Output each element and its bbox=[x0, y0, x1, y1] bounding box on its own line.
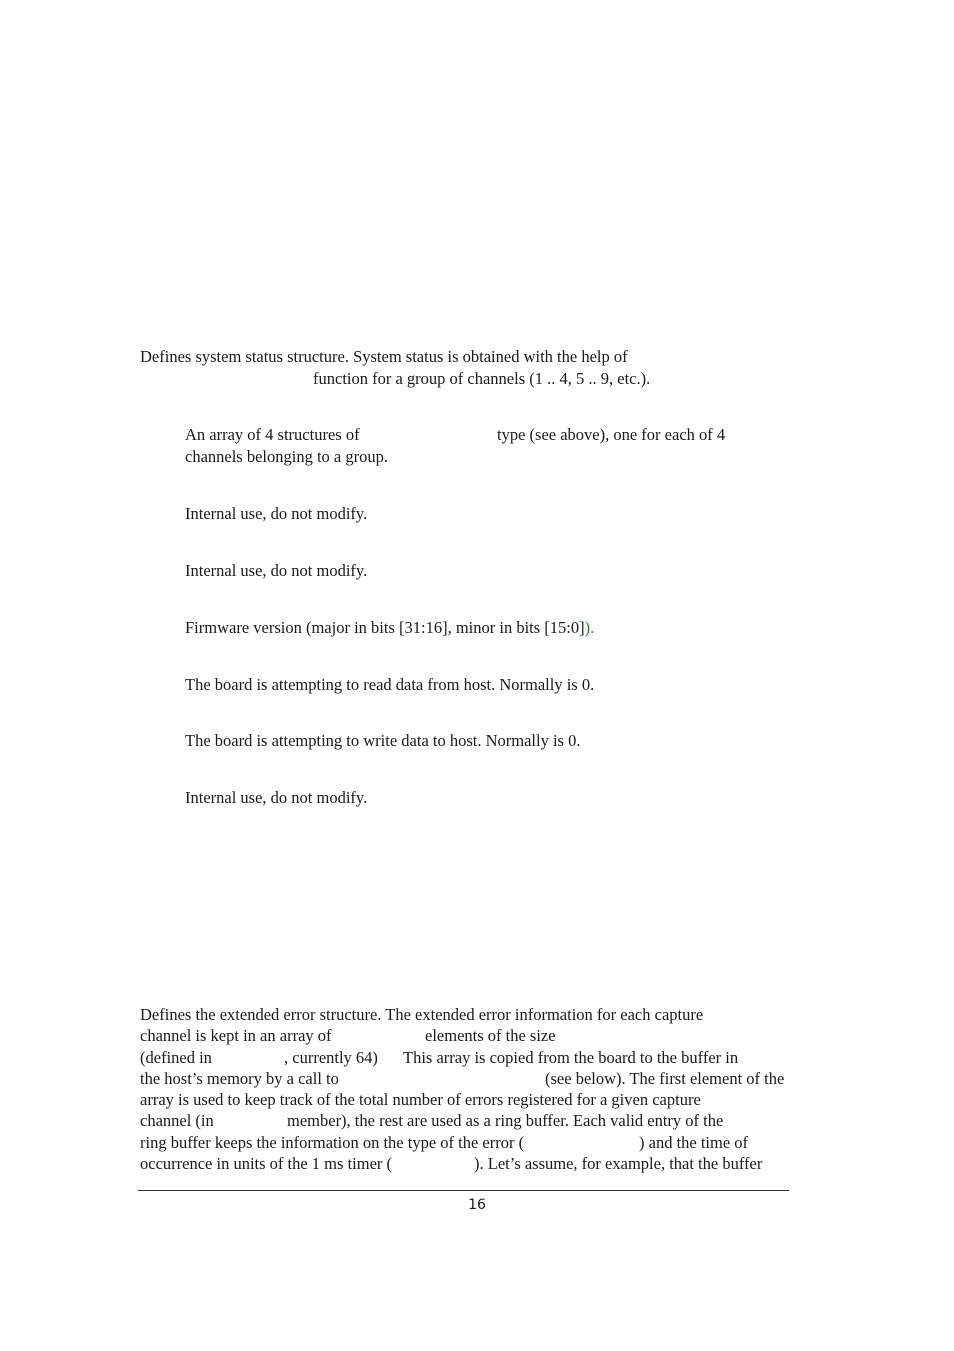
write-host-field-desc: The board is attempting to write data to host. Normally is 0. bbox=[185, 731, 581, 750]
internal-field-desc-3: Internal use, do not modify. bbox=[185, 788, 368, 807]
status-intro-line-2: function for a group of channels (1 .. 4, 5 .. 9, etc.). bbox=[313, 369, 651, 388]
error-para-line-8b: ). Let’s assume, for example, that the buffer bbox=[474, 1154, 763, 1173]
error-para-line-7b: ) and the time of bbox=[639, 1133, 749, 1152]
error-para-line-6b: member), the rest are used as a ring buffer. Each valid entry of the bbox=[287, 1111, 724, 1130]
array-field-desc-line-2: channels belonging to a group. bbox=[185, 447, 388, 466]
error-para-line-7a: ring buffer keeps the information on the type of the error ( bbox=[140, 1133, 525, 1152]
error-para-line-2b: elements of the size bbox=[425, 1026, 556, 1045]
status-intro-line-1: Defines system status structure. System status is obtained with the help of bbox=[140, 347, 628, 366]
error-para-line-8a: occurrence in units of the 1 ms timer ( bbox=[140, 1154, 393, 1173]
error-para-line-2a: channel is kept in an array of bbox=[140, 1026, 332, 1045]
array-field-desc-part-2: type (see above), one for each of 4 bbox=[497, 425, 726, 444]
footer-rule bbox=[138, 1190, 789, 1191]
error-para-line-4a: the host’s memory by a call to bbox=[140, 1069, 339, 1088]
error-para-line-3c: This array is copied from the board to the buffer in bbox=[403, 1048, 739, 1067]
error-para-line-3b: , currently 64) bbox=[284, 1048, 378, 1067]
error-para-line-3a: (defined in bbox=[140, 1048, 212, 1067]
read-host-field-desc: The board is attempting to read data from host. Normally is 0. bbox=[185, 675, 595, 694]
firmware-field-desc bbox=[185, 617, 594, 638]
internal-field-desc-2: Internal use, do not modify. bbox=[185, 561, 368, 580]
error-para-line-4b: (see below). The first element of the bbox=[545, 1069, 785, 1088]
array-field-desc-part-1: An array of 4 structures of bbox=[185, 425, 360, 444]
error-para-line-5: array is used to keep track of the total number of errors registered for a given capture bbox=[140, 1090, 701, 1109]
internal-field-desc-1: Internal use, do not modify. bbox=[185, 504, 368, 523]
firmware-text: Firmware version (major in bits [31:16], minor in bits [15:0] bbox=[185, 618, 585, 637]
error-para-line-1: Defines the extended error structure. The extended error information for each capture bbox=[140, 1005, 704, 1024]
firmware-close: ). bbox=[584, 618, 595, 637]
page-number: 16 bbox=[468, 1197, 486, 1213]
error-para-line-6a: channel (in bbox=[140, 1111, 214, 1130]
